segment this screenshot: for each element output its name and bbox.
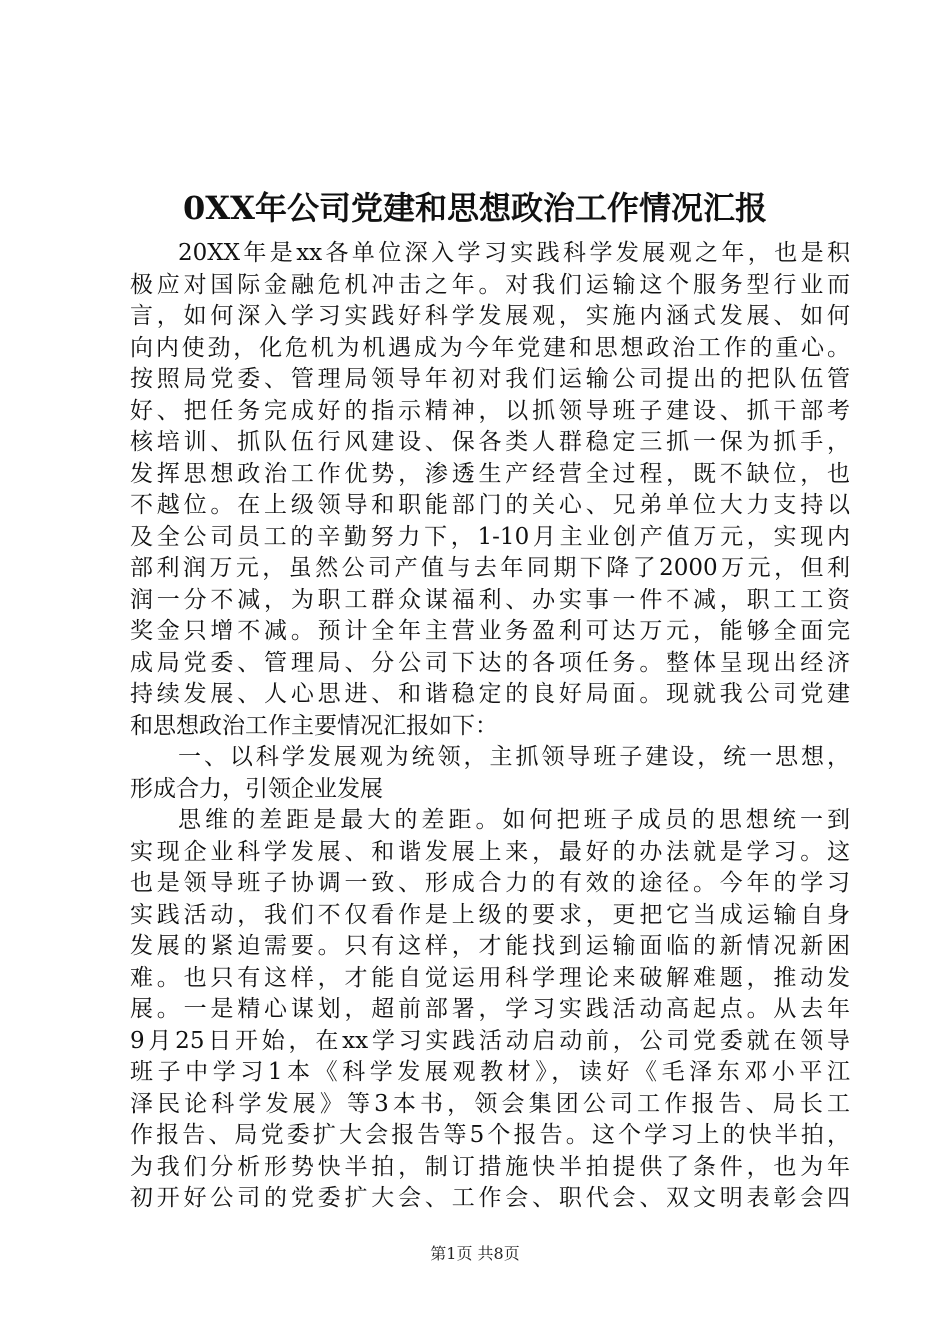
text-line: 20XX年是xx各单位深入学习实践科学发展观之年，也是积 xyxy=(178,240,850,266)
text-line: 润一分不减，为职工群众谋福利、办实事一件不减，职工工资 xyxy=(130,586,850,613)
text-line: 初开好公司的党委扩大会、工作会、职代会、双文明表彰会四 xyxy=(130,1185,850,1211)
text-line: 泽民论科学发展》等3本书，领会集团公司工作报告、局长工 xyxy=(130,1090,850,1117)
text-line: 9月25日开始，在xx学习实践活动启动前，公司党委就在领导 xyxy=(130,1027,850,1054)
text-line: 按照局党委、管理局领导年初对我们运输公司提出的把队伍管 xyxy=(130,366,850,392)
text-line: 部利润万元，虽然公司产值与去年同期下降了2000万元，但利 xyxy=(130,555,850,581)
section-heading-line: 形成合力，引领企业发展 xyxy=(130,775,383,802)
text-line: 成局党委、管理局、分公司下达的各项任务。整体呈现出经济 xyxy=(130,649,850,676)
text-line: 向内使劲，化危机为机遇成为今年党建和思想政治工作的重心。 xyxy=(130,334,850,361)
text-line: 实现企业科学发展、和谐发展上来，最好的办法就是学习。这 xyxy=(130,838,850,865)
document-title: 0XX年公司党建和思想政治工作情况汇报 xyxy=(183,189,767,227)
text-line: 思维的差距是最大的差距。如何把班子成员的思想统一到 xyxy=(178,807,850,833)
text-line: 极应对国际金融危机冲击之年。对我们运输这个服务型行业而 xyxy=(130,271,850,298)
text-line: 核培训、抓队伍行风建设、保各类人群稳定三抓一保为抓手， xyxy=(130,429,850,455)
text-line: 发展的紧迫需要。只有这样，才能找到运输面临的新情况新困 xyxy=(130,933,850,959)
text-line: 展。一是精心谋划，超前部署，学习实践活动高起点。从去年 xyxy=(130,996,850,1022)
page-footer: 第1页 共8页 xyxy=(430,1244,520,1263)
text-line: 实践活动，我们不仅看作是上级的要求，更把它当成运输自身 xyxy=(130,901,850,928)
text-line: 好、把任务完成好的指示精神，以抓领导班子建设、抓干部考 xyxy=(130,397,850,424)
document-body xyxy=(130,238,850,1215)
text-line: 也是领导班子协调一致、形成合力的有效的途径。今年的学习 xyxy=(130,870,850,896)
text-line: 及全公司员工的辛勤努力下，1-10月主业创产值万元，实现内 xyxy=(130,523,850,550)
text-line: 和思想政治工作主要情况汇报如下： xyxy=(130,712,498,739)
text-line: 持续发展、人心思进、和谐稳定的良好局面。现就我公司党建 xyxy=(130,681,850,707)
text-line: 不越位。在上级领导和职能部门的关心、兄弟单位大力支持以 xyxy=(130,492,850,518)
text-line: 发挥思想政治工作优势，渗透生产经营全过程，既不缺位，也 xyxy=(130,460,850,487)
text-line: 为我们分析形势快半拍，制订措施快半拍提供了条件，也为年 xyxy=(130,1153,850,1180)
text-line: 作报告、局党委扩大会报告等5个报告。这个学习上的快半拍， xyxy=(130,1122,850,1148)
text-line: 奖金只增不减。预计全年主营业务盈利可达万元，能够全面完 xyxy=(130,618,850,644)
text-line: 班子中学习1本《科学发展观教材》，读好《毛泽东邓小平江 xyxy=(130,1059,850,1085)
text-line: 难。也只有这样，才能自觉运用科学理论来破解难题，推动发 xyxy=(130,964,850,991)
text-line: 言，如何深入学习实践好科学发展观，实施内涵式发展、如何 xyxy=(130,303,850,329)
section-heading-line: 一、以科学发展观为统领，主抓领导班子建设，统一思想， xyxy=(178,744,850,770)
